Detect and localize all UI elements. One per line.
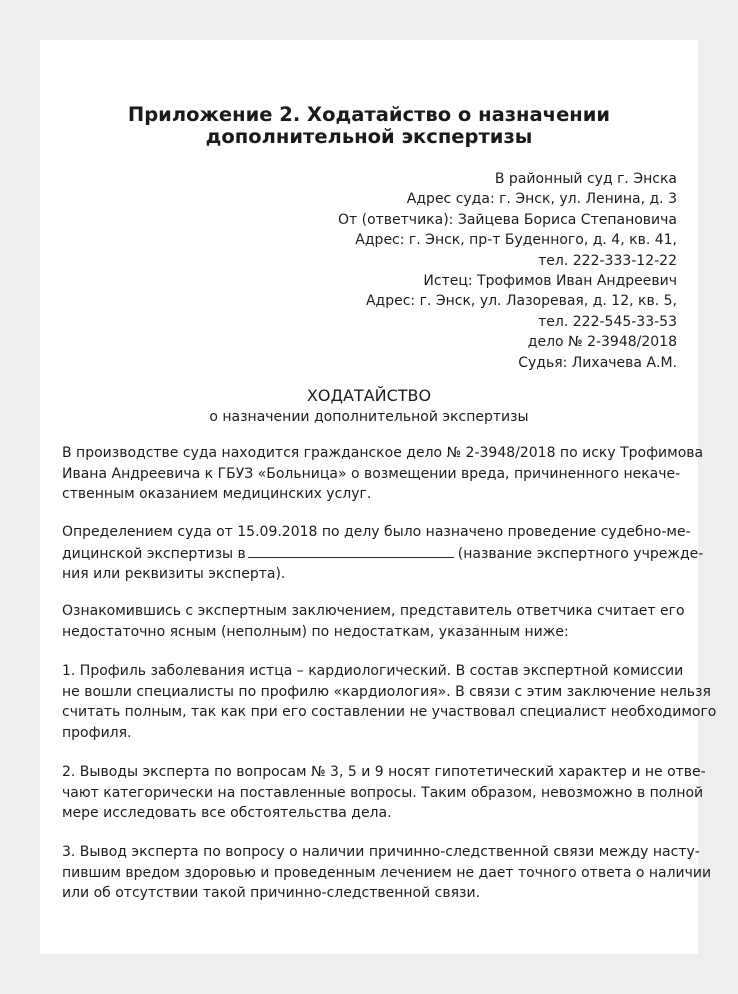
paragraph-line: мере исследовать все обстоятельства дела. (62, 805, 392, 821)
addressee-plaintiff: Истец: Трофимов Иван Андреевич (423, 273, 677, 290)
paragraph-line: ственным оказанием медицинских услуг. (62, 486, 372, 502)
addressee-plaintiff-phone: тел. 222-545-33-53 (538, 313, 677, 330)
line-text-before-blank: дицинской экспертизы в (62, 545, 246, 562)
appendix-title-line-1: Приложение 2. Ходатайство о назначении (127, 103, 611, 126)
addressee-from: От (ответчика): Зайцева Бориса Степановича (337, 211, 677, 228)
appendix-title-line-2: дополнительной экспертизы (205, 125, 533, 148)
document-page (40, 40, 717, 954)
paragraph-line: чают категорически на поставленные вопросы. Таким образом, невозможно в полной (62, 784, 704, 801)
paragraph-line: не вошли специалисты по профилю «кардиология». В связи с этим заключение нельзя (62, 683, 711, 700)
paragraph-line: профиля. (62, 724, 132, 741)
addressee-judge: Судья: Лихачева А.М. (518, 354, 677, 371)
paragraph-line: Ознакомившись с экспертным заключением, представитель ответчика считает его (62, 603, 685, 619)
paragraph-deficiency-3 (62, 842, 712, 904)
line-text-after-blank: (название экспертного учрежде- (457, 545, 704, 562)
petition-title: ХОДАТАЙСТВО (306, 386, 432, 405)
paragraph-review (62, 601, 685, 642)
paragraph-line: В производстве суда находится гражданское дело № 2-3948/2018 по иску Трофимова (62, 445, 704, 461)
paragraph-line: 3. Вывод эксперта по вопросу о наличии причинно-следственной связи между насту- (62, 844, 700, 860)
paragraph-line-with-blank (62, 543, 704, 565)
addressee-from-address: Адрес: г. Энск, пр-т Буденного, д. 4, кв. 41, (355, 232, 677, 249)
paragraph-line: 1. Профиль заболевания истца – кардиологический. В состав экспертной комиссии (62, 663, 684, 679)
paragraph-line: ния или реквизиты эксперта). (62, 566, 286, 582)
paragraph-line: недостаточно ясным (неполным) по недостаткам, указанным ниже: (62, 623, 569, 640)
addressee-court-address: Адрес суда: г. Энск, ул. Ленина, д. 3 (406, 191, 677, 208)
paragraph-expertise-order (62, 522, 704, 585)
appendix-title (40, 104, 698, 148)
paragraph-line: считать полным, так как при его составлении не участвовал специалист необходимого (62, 704, 717, 720)
paragraph-line: пившим вредом здоровью и проведенным лечением не дает точного ответа о наличии (62, 864, 712, 881)
paragraph-line: Ивана Андреевича к ГБУЗ «Больница» о возмещении вреда, причиненного некачe- (62, 465, 681, 482)
addressee-from-phone: тел. 222-333-12-22 (538, 252, 677, 269)
addressee-block (338, 169, 677, 373)
addressee-plaintiff-address: Адрес: г. Энск, ул. Лазоревая, д. 12, кв. 5, (365, 293, 677, 310)
paragraph-line: Определением суда от 15.09.2018 по делу было назначено проведение судебно-ме- (62, 524, 691, 540)
paragraph-case-info (62, 443, 704, 505)
paragraph-line: или об отсутствии такой причинно-следственной связи. (62, 885, 481, 901)
petition-subtitle: о назначении дополнительной экспертизы (209, 409, 529, 425)
expert-institution-blank-field[interactable] (248, 543, 454, 558)
paragraph-deficiency-1 (62, 661, 717, 743)
addressee-case-number: дело № 2-3948/2018 (527, 334, 677, 351)
paragraph-line: 2. Выводы эксперта по вопросам № 3, 5 и 9 носят гипотетический характер и не отве- (62, 764, 706, 780)
addressee-court: В районный суд г. Энска (494, 171, 677, 187)
paragraph-deficiency-2 (62, 762, 706, 824)
